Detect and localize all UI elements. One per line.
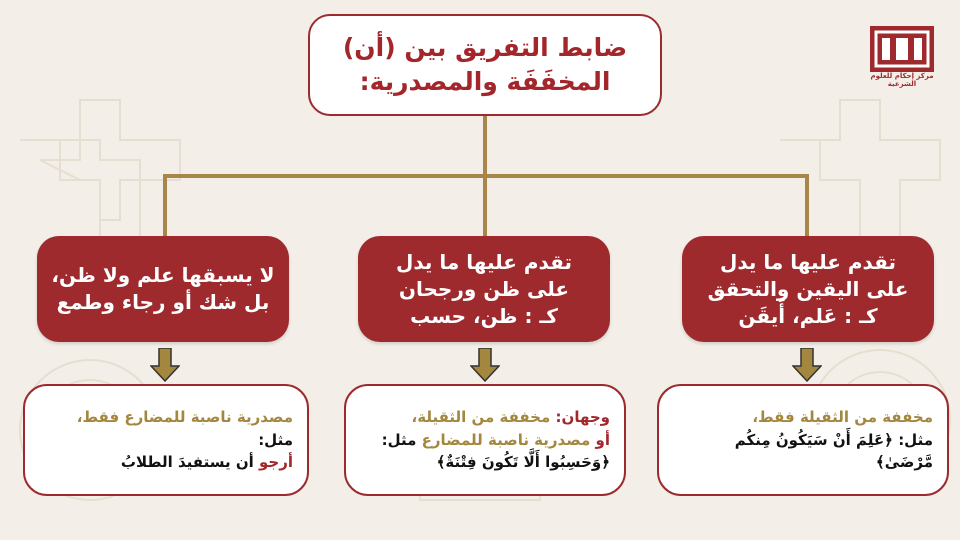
example-word-2: أن يستفيدَ الطلابُ [120, 453, 254, 472]
condition-line: تقدم عليها ما يدل [720, 249, 897, 274]
result-line-1 [39, 406, 293, 451]
example-prefix: مثل: [381, 430, 417, 449]
title-line2: المخفَفَة والمصدرية: [359, 67, 611, 96]
example-prefix: مثل: [258, 430, 293, 449]
result-option2-prefix: أو [595, 430, 610, 449]
result-box-presumption [344, 384, 626, 496]
title-line1: ضابط التفريق بين (أن) [342, 33, 628, 63]
result-intro: وجهان: [555, 408, 610, 427]
example-prefix: مثل: [898, 430, 933, 449]
condition-line: كـ : ظن، حسب [410, 303, 558, 328]
result-box-certainty [657, 384, 949, 496]
condition-line: كـ : عَلم، أَيقَن [738, 303, 878, 328]
condition-line: بل شك أو رجاء وطمع [56, 290, 270, 314]
connector-drop-left [163, 174, 167, 236]
result-option2: مصدرية ناصبة للمضارع [421, 430, 591, 449]
condition-line: على ظن ورجحان [398, 276, 570, 301]
result-label: مخففة من الثقيلة فقط، [752, 408, 933, 427]
main-title-box [308, 14, 662, 116]
result-box-doubt [23, 384, 309, 496]
condition-box-certainty [682, 236, 934, 342]
result-line-1 [360, 406, 610, 429]
connector-drop-right [805, 174, 809, 236]
result-label: مصدرية ناصبة للمضارع فقط، [76, 408, 293, 427]
result-example-line [673, 429, 933, 474]
result-option1: مخففة من الثقيلة، [411, 408, 551, 427]
result-line-2 [360, 429, 610, 452]
connector-trunk [483, 116, 487, 176]
condition-box-doubt [37, 236, 289, 342]
result-example-line [39, 451, 293, 474]
condition-line: تقدم عليها ما يدل [396, 249, 573, 274]
connector-drop-middle [483, 174, 487, 236]
down-arrow-icon [470, 348, 500, 382]
condition-box-presumption [358, 236, 610, 342]
down-arrow-icon [792, 348, 822, 382]
logo-subtitle: مركز إحكام للعلوم الشرعية [870, 72, 934, 88]
example-word-1: أرجو [259, 453, 293, 472]
example-verse: ﴿عَلِمَ أَنْ سَيَكُونُ مِنكُم مَّرْضَىٰ﴾ [734, 430, 933, 472]
down-arrow-icon [150, 348, 180, 382]
condition-line: لا يسبقها علم ولا ظن، [51, 263, 275, 287]
condition-line: على اليقين والتحقق [707, 276, 909, 301]
example-verse: ﴿وَحَسِبُوا أَلَّا تَكُونَ فِتْنَةٌ﴾ [436, 453, 610, 472]
